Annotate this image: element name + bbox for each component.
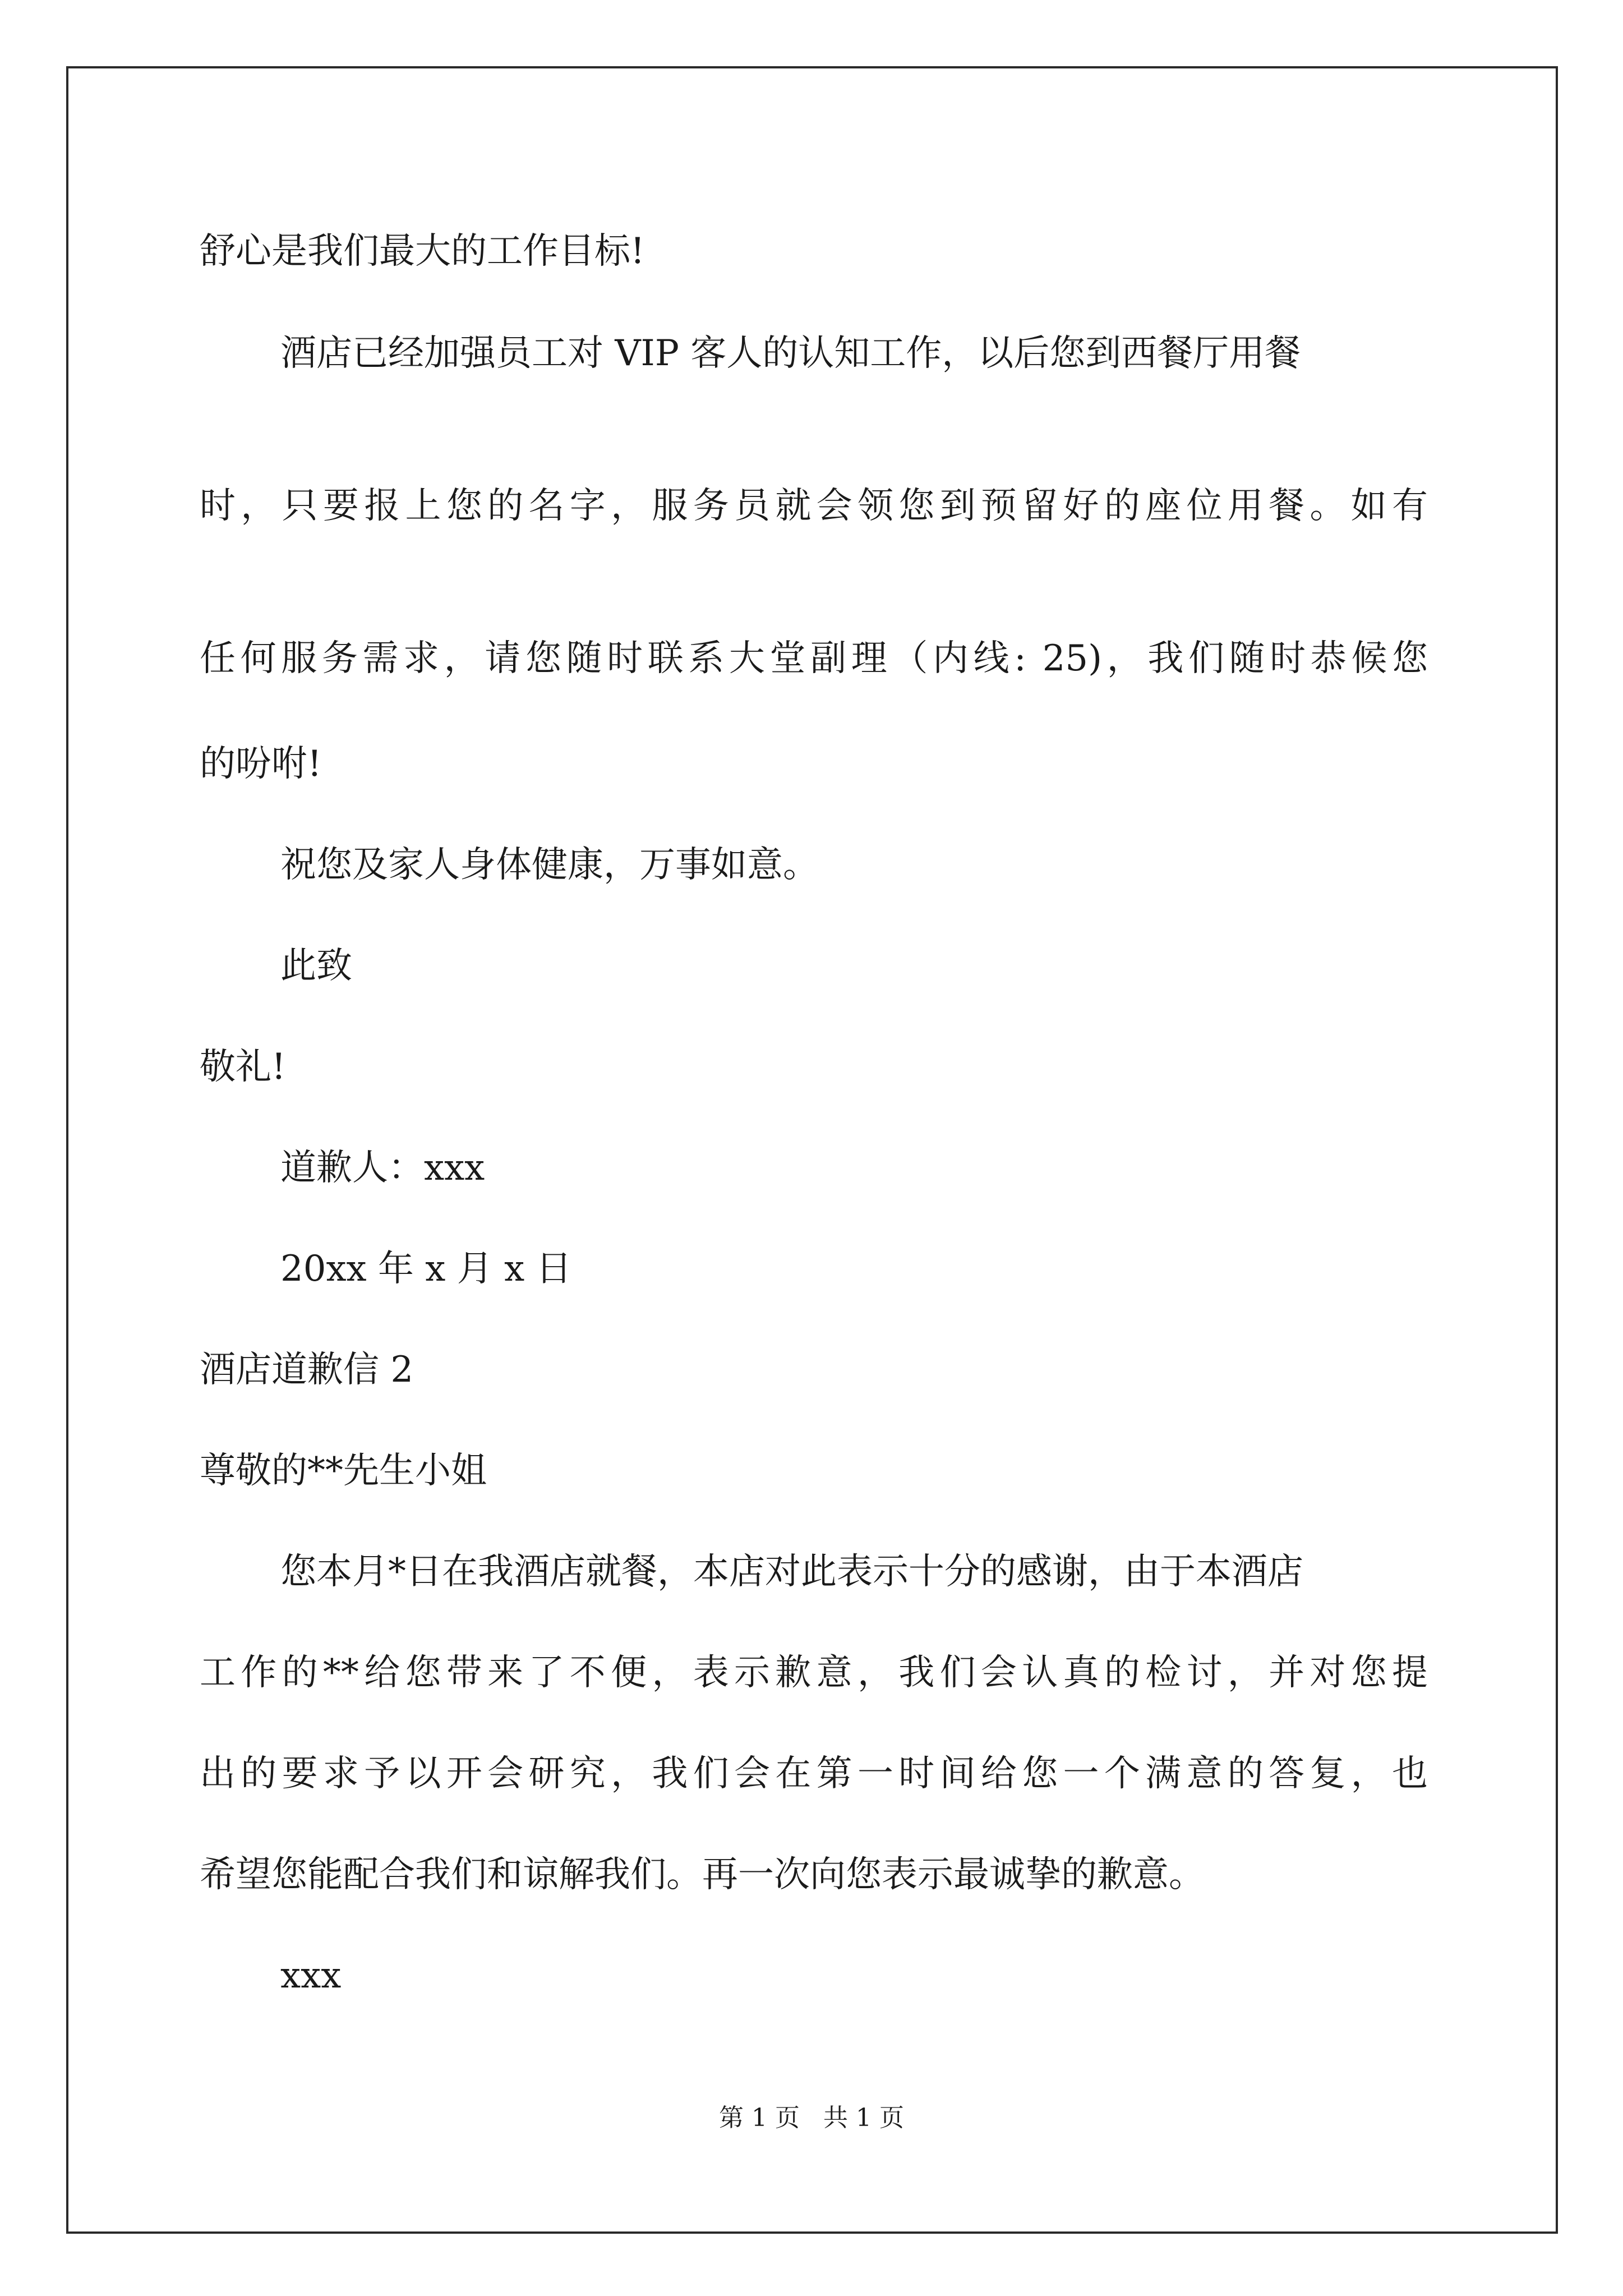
paragraph-line: 酒店已经加强员工对 VIP 客人的认知工作，以后您到西餐厅用餐	[280, 333, 1301, 374]
salutation-line: 敬礼!	[200, 1046, 286, 1088]
letter-title: 酒店道歉信 2	[200, 1349, 414, 1391]
paragraph-line: 任何服务需求，请您随时联系大堂副理（内线: 25)，我们随时恭候您	[200, 638, 1428, 679]
paragraph-line: 的吩咐!	[200, 743, 322, 785]
signature-line: 道歉人：xxx	[280, 1147, 485, 1189]
wishes-line: 祝您及家人身体健康，万事如意。	[280, 844, 819, 886]
paragraph-line: 您本月*日在我酒店就餐，本店对此表示十分的感谢，由于本酒店	[280, 1551, 1303, 1593]
paragraph-line: 工作的**给您带来了不便，表示歉意，我们会认真的检讨，并对您提	[200, 1652, 1428, 1694]
date-line: 20xx 年 x 月 x 日	[280, 1248, 572, 1290]
text-line: 舒心是我们最大的工作目标!	[200, 231, 645, 272]
paragraph-line: 希望您能配合我们和谅解我们。再一次向您表示最诚挚的歉意。	[200, 1854, 1205, 1895]
page-footer: 第 1 页 共 1 页	[719, 2104, 904, 2132]
paragraph-line: 时，只要报上您的名字，服务员就会领您到预留好的座位用餐。如有	[200, 485, 1428, 527]
paragraph-line: 出的要求予以开会研究，我们会在第一时间给您一个满意的答复，也	[200, 1753, 1428, 1795]
greeting-line: 尊敬的**先生小姐	[200, 1450, 487, 1492]
closing-line: 此致	[280, 945, 352, 987]
signature-line: xxx	[280, 1955, 342, 1996]
